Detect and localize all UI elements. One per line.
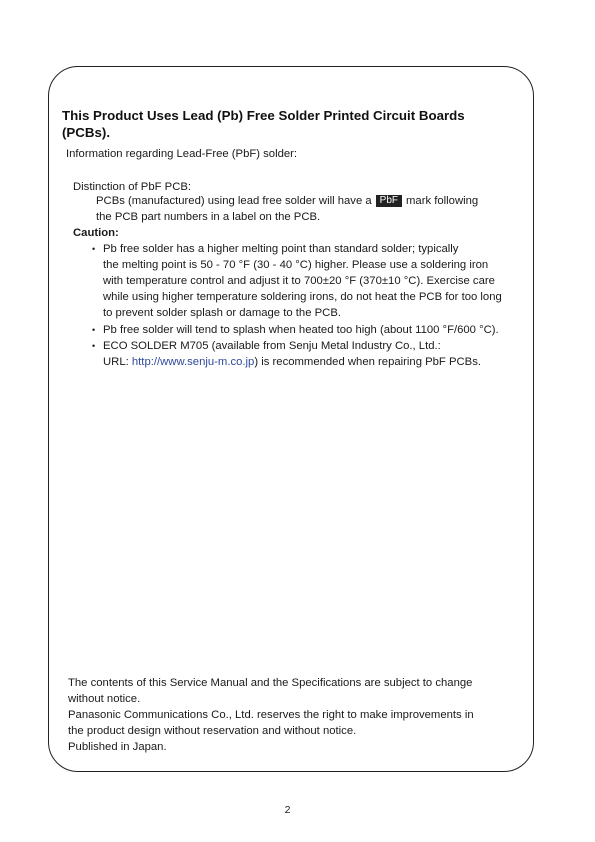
footer-line-4: the product design without reservation and without notice. xyxy=(68,725,357,737)
intro-text: Information regarding Lead-Free (PbF) solder: xyxy=(66,148,298,160)
caution-item-1-line-4: while using higher temperature soldering irons, do not heat the PCB for too long xyxy=(103,291,502,303)
caution-item-1-line-1: Pb free solder has a higher melting point than standard solder; typically xyxy=(103,243,459,255)
footer-line-2: without notice. xyxy=(68,693,141,705)
bullet-icon: • xyxy=(92,244,96,254)
page-number: 2 xyxy=(284,804,291,816)
caution-item-3-line-2-post: ) is recommended when repairing PbF PCBs. xyxy=(254,356,481,368)
caution-item-1-line-2: the melting point is 50 - 70 °F (30 - 40 °C) higher. Please use a soldering iron xyxy=(103,259,489,271)
url-label: URL: xyxy=(103,356,129,368)
distinction-line-1-post: mark following xyxy=(406,195,479,207)
caution-item-1-line-3: with temperature control and adjust it to 700±20 °F (370±10 °C). Exercise care xyxy=(103,275,495,287)
caution-heading: Caution: xyxy=(73,227,119,239)
pbf-mark-badge: PbF xyxy=(376,195,402,207)
footer-line-1: The contents of this Service Manual and the Specifications are subject to change xyxy=(68,677,473,689)
distinction-line-1 xyxy=(96,193,478,210)
footer-line-3: Panasonic Communications Co., Ltd. reserves the right to make improvements in xyxy=(68,709,474,721)
distinction-heading: Distinction of PbF PCB: xyxy=(73,181,192,193)
bullet-icon: • xyxy=(92,341,96,351)
content-frame xyxy=(48,66,534,772)
distinction-line-1-pre: PCBs (manufactured) using lead free solder will have a xyxy=(96,195,372,207)
footer-line-5: Published in Japan. xyxy=(68,741,167,753)
page-title: This Product Uses Lead (Pb) Free Solder Printed Circuit Boards (PCBs). xyxy=(62,108,465,140)
caution-item-3-line-2 xyxy=(103,354,481,371)
bullet-icon: • xyxy=(92,325,96,335)
senju-url-link[interactable]: http://www.senju-m.co.jp xyxy=(131,356,255,368)
caution-item-2: Pb free solder will tend to splash when heated too high (about 1100 °F/600 °C). xyxy=(103,324,499,336)
caution-item-3-line-1: ECO SOLDER M705 (available from Senju Metal Industry Co., Ltd.: xyxy=(103,340,441,352)
caution-item-1-line-5: to prevent solder splash or damage to the PCB. xyxy=(103,307,341,319)
distinction-line-2: the PCB part numbers in a label on the PCB. xyxy=(96,211,321,223)
